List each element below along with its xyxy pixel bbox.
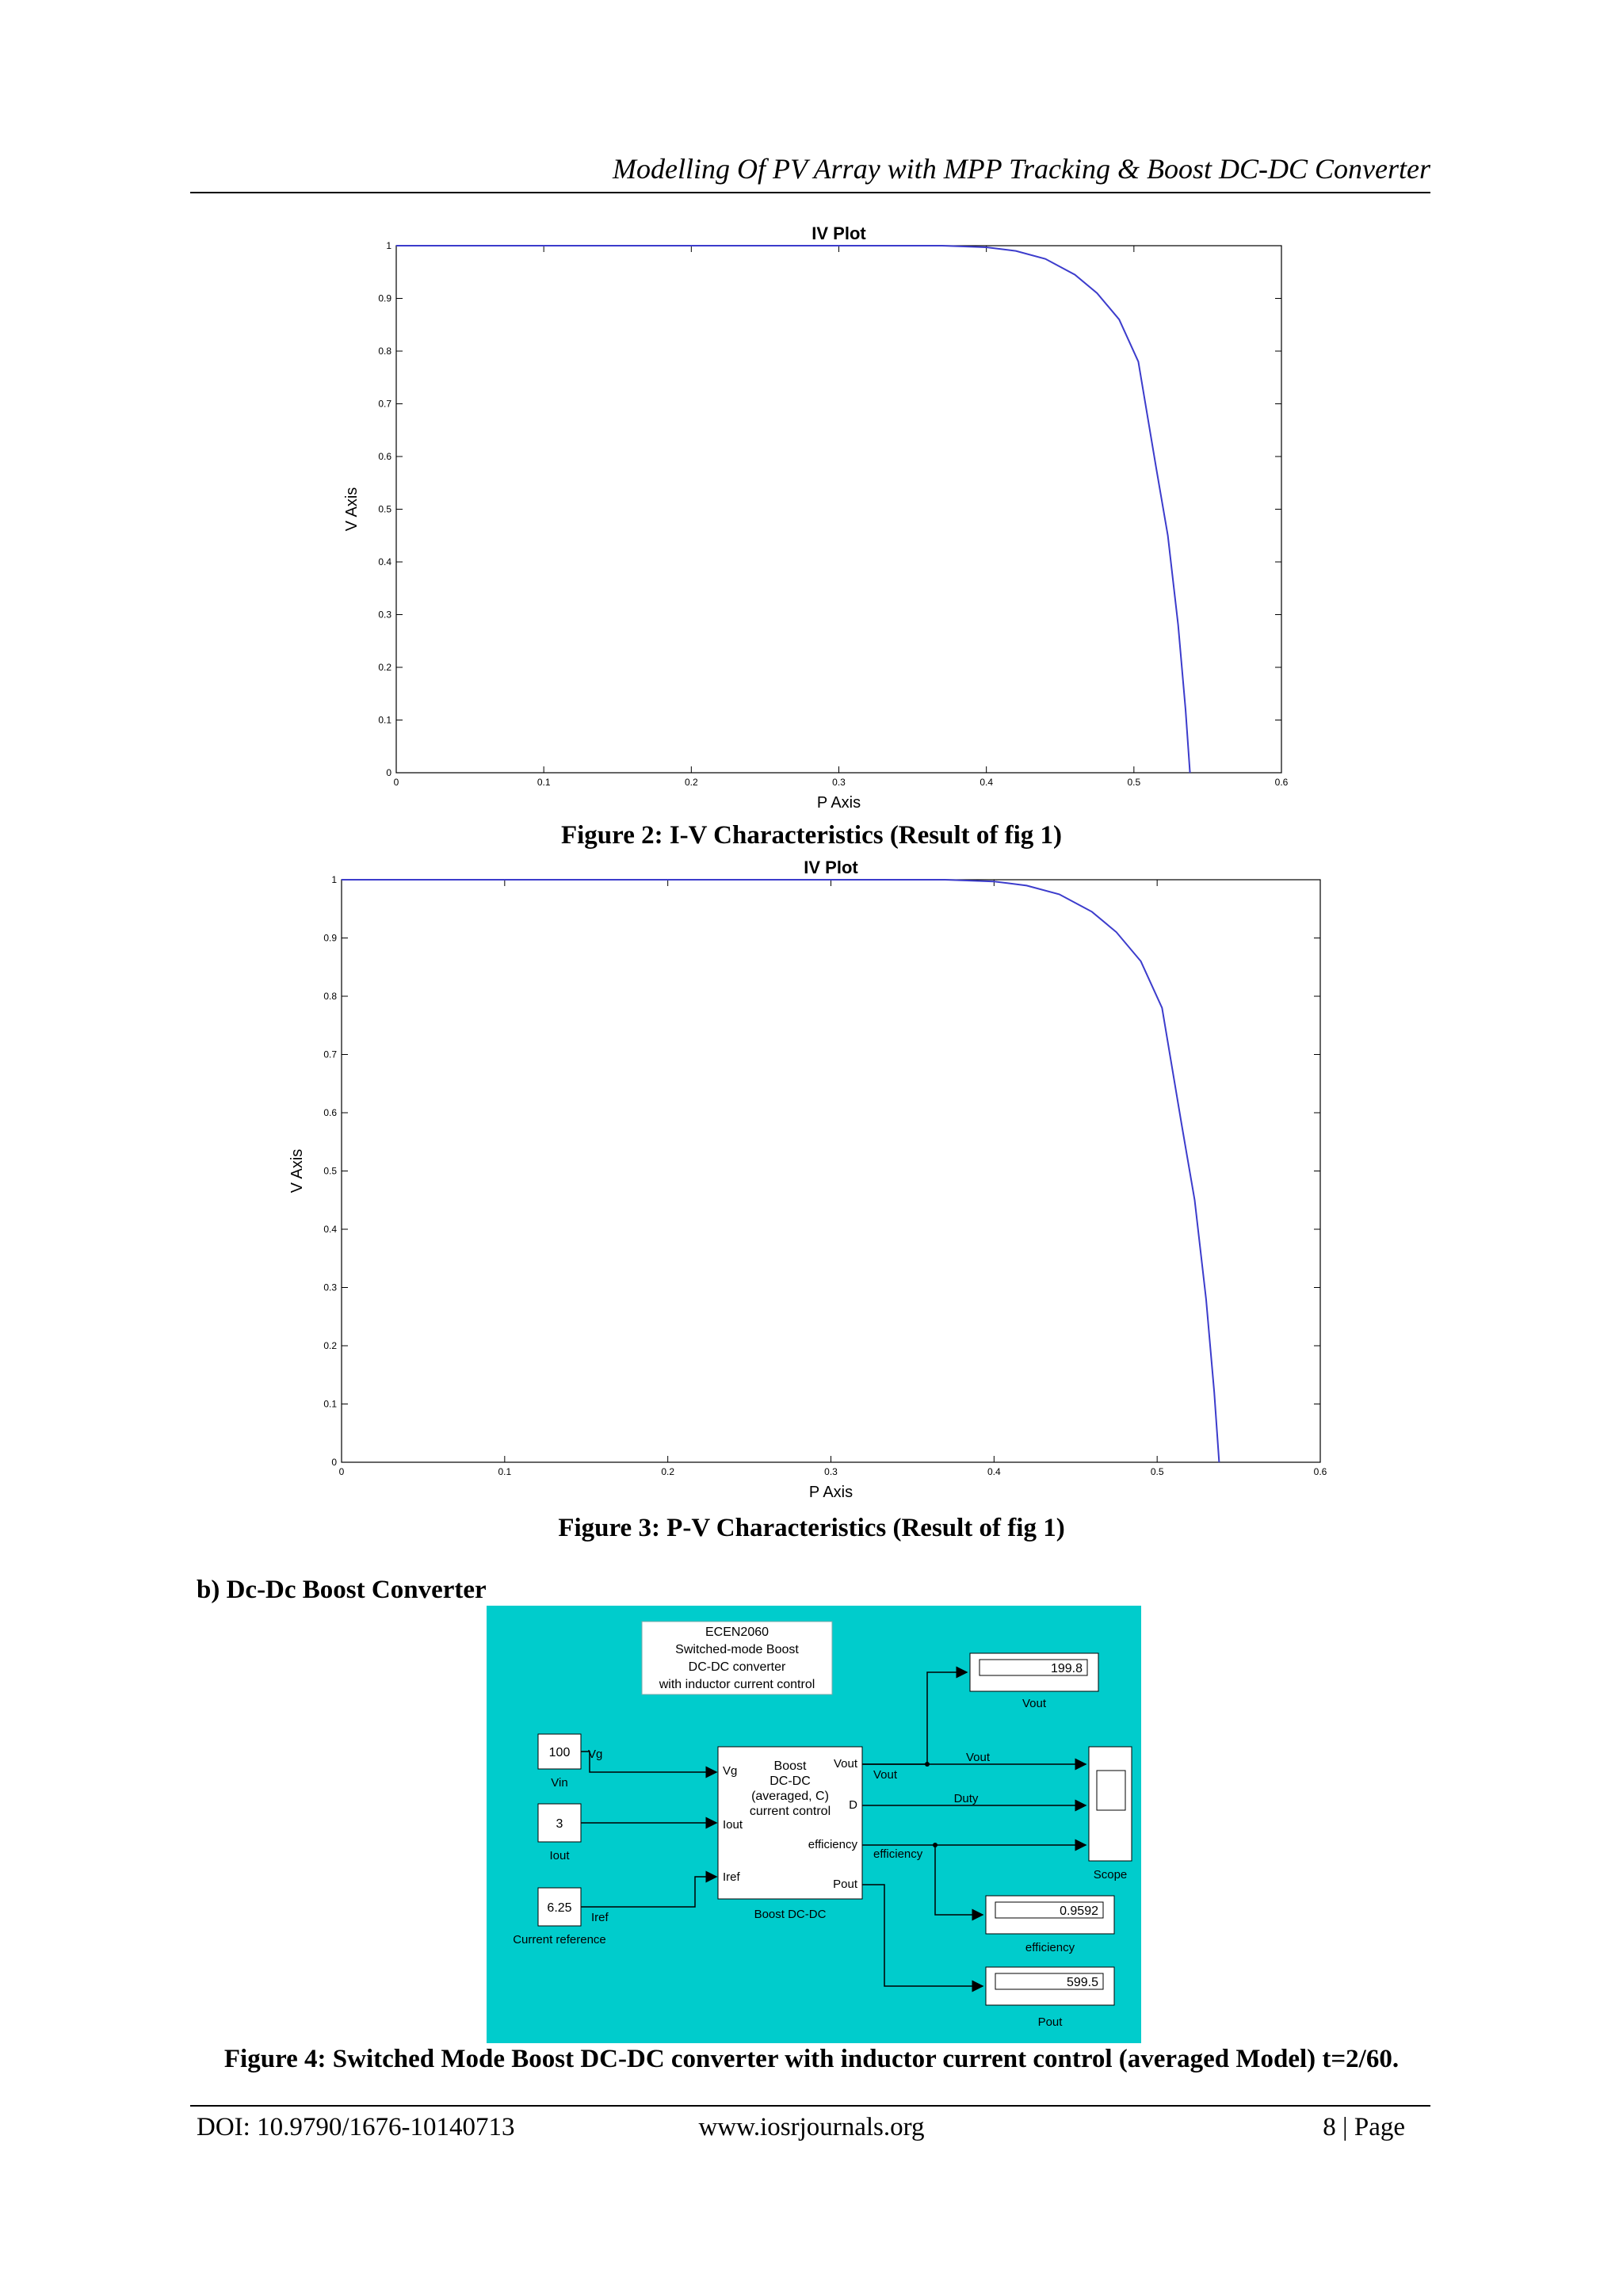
- y-tick-label: 1: [386, 240, 391, 251]
- x-tick-label: 0.5: [1150, 1466, 1164, 1477]
- title-line-3: DC-DC converter: [688, 1660, 786, 1674]
- boost-out-pout: Pout: [833, 1878, 857, 1891]
- y-tick-label: 0.3: [323, 1282, 337, 1293]
- iout-value: 3: [556, 1817, 563, 1831]
- x-tick-label: 0.6: [1274, 777, 1289, 788]
- display-pout-value: 599.5: [1066, 1976, 1098, 1989]
- boost-text-2: DC-DC: [769, 1775, 811, 1788]
- plot-area: [342, 880, 1320, 1462]
- wire-vout-display: [862, 1672, 967, 1764]
- display-pout-label: Pout: [1037, 2015, 1063, 2029]
- x-tick-label: 0.4: [987, 1466, 1001, 1477]
- y-tick-label: 0.9: [323, 932, 337, 944]
- signal-efficiency: efficiency: [873, 1847, 923, 1861]
- display-vout-value: 199.8: [1050, 1662, 1083, 1675]
- section-heading: b) Dc-Dc Boost Converter: [197, 1576, 487, 1604]
- boost-converter-diagram: [487, 1606, 1141, 2043]
- x-axis-label: P Axis: [816, 794, 861, 812]
- signal-duty: Duty: [953, 1792, 979, 1805]
- boost-out-vout: Vout: [833, 1757, 857, 1771]
- x-tick-label: 0.6: [1313, 1466, 1327, 1477]
- boost-text-3: (averaged, C): [751, 1790, 829, 1803]
- y-tick-label: 0.1: [323, 1398, 337, 1410]
- chart-title: IV Plot: [804, 858, 858, 877]
- wire-iref: [581, 1877, 716, 1907]
- y-tick-label: 0.7: [378, 398, 391, 410]
- x-tick-label: 0: [393, 777, 399, 788]
- footer-page: 8 | Page: [1323, 2113, 1405, 2141]
- junction-vout: [925, 1762, 930, 1767]
- y-tick-label: 0.5: [323, 1165, 337, 1177]
- scope-label: Scope: [1093, 1868, 1128, 1881]
- vin-label: Vin: [551, 1776, 568, 1790]
- x-tick-label: 0.3: [824, 1466, 838, 1477]
- title-line-1: ECEN2060: [705, 1626, 769, 1639]
- boost-label: Boost DC-DC: [754, 1908, 827, 1921]
- title-line-2: Switched-mode Boost: [675, 1643, 799, 1656]
- y-tick-label: 0.1: [378, 714, 391, 726]
- y-tick-label: 0.4: [323, 1224, 337, 1235]
- y-tick-label: 0.3: [378, 609, 391, 621]
- y-tick-label: 0.7: [323, 1049, 337, 1060]
- footer-site: www.iosrjournals.org: [698, 2113, 925, 2141]
- y-tick-label: 0.6: [378, 451, 391, 462]
- x-tick-label: 0.2: [661, 1466, 675, 1477]
- x-tick-label: 0.1: [498, 1466, 512, 1477]
- boost-text-1: Boost: [773, 1759, 807, 1773]
- x-tick-label: 0.1: [537, 777, 551, 788]
- boost-in-vg: Vg: [723, 1764, 738, 1778]
- signal-vout-scope: Vout: [965, 1751, 991, 1764]
- footer-rule: [190, 2105, 1430, 2107]
- y-tick-label: 0.8: [378, 346, 391, 357]
- wire-efficiency-display: [935, 1845, 983, 1915]
- y-axis-label: V Axis: [288, 1148, 306, 1194]
- y-tick-label: 0.9: [378, 292, 391, 304]
- display-efficiency-value: 0.9592: [1060, 1904, 1098, 1918]
- display-efficiency-label: efficiency: [1025, 1941, 1075, 1954]
- figure-3-caption: Figure 3: P-V Characteristics (Result of fig 1): [558, 1514, 1065, 1542]
- x-tick-label: 0.2: [684, 777, 698, 788]
- vin-port: Vg: [588, 1748, 603, 1761]
- chart-title: IV Plot: [812, 223, 866, 243]
- y-tick-label: 0.2: [378, 662, 391, 673]
- y-tick-label: 0: [331, 1457, 337, 1468]
- x-tick-label: 0.5: [1127, 777, 1141, 788]
- figure-2-caption: Figure 2: I-V Characteristics (Result of fig 1): [560, 821, 1063, 850]
- signal-vout: Vout: [873, 1768, 898, 1782]
- y-tick-label: 0.8: [323, 991, 337, 1002]
- iout-label: Iout: [549, 1849, 570, 1862]
- title-line-4: with inductor current control: [659, 1678, 815, 1691]
- iref-port: Iref: [591, 1911, 609, 1924]
- y-axis-label: V Axis: [343, 487, 361, 532]
- boost-out-efficiency: efficiency: [808, 1838, 857, 1851]
- y-tick-label: 0.6: [323, 1107, 337, 1118]
- x-tick-label: 0: [338, 1466, 345, 1477]
- boost-out-d: D: [849, 1798, 857, 1812]
- x-tick-label: 0.4: [980, 777, 994, 788]
- footer-doi: DOI: 10.9790/1676-10140713: [197, 2113, 515, 2141]
- figure-4-caption: Figure 4: Switched Mode Boost DC-DC converter with inductor current control (averaged Model) t=2/60.: [223, 2045, 1400, 2073]
- running-title: Modelling Of PV Array with MPP Tracking & Boost DC-DC Converter: [613, 153, 1430, 185]
- y-tick-label: 0.4: [378, 556, 391, 567]
- x-axis-label: P Axis: [808, 1484, 854, 1501]
- scope-screen-icon: [1097, 1771, 1125, 1810]
- boost-in-iref: Iref: [723, 1870, 740, 1884]
- y-tick-label: 0.5: [378, 503, 391, 515]
- boost-text-4: current control: [749, 1805, 831, 1818]
- y-tick-label: 0: [386, 767, 391, 778]
- display-vout-label: Vout: [1022, 1697, 1047, 1710]
- iref-label: Current reference: [513, 1933, 606, 1946]
- wire-pout: [862, 1885, 983, 1986]
- x-tick-label: 0.3: [832, 777, 846, 788]
- iref-value: 6.25: [547, 1901, 572, 1915]
- y-tick-label: 0.2: [323, 1340, 337, 1351]
- boost-in-iout: Iout: [723, 1818, 743, 1832]
- vin-value: 100: [548, 1746, 571, 1759]
- y-tick-label: 1: [331, 874, 337, 885]
